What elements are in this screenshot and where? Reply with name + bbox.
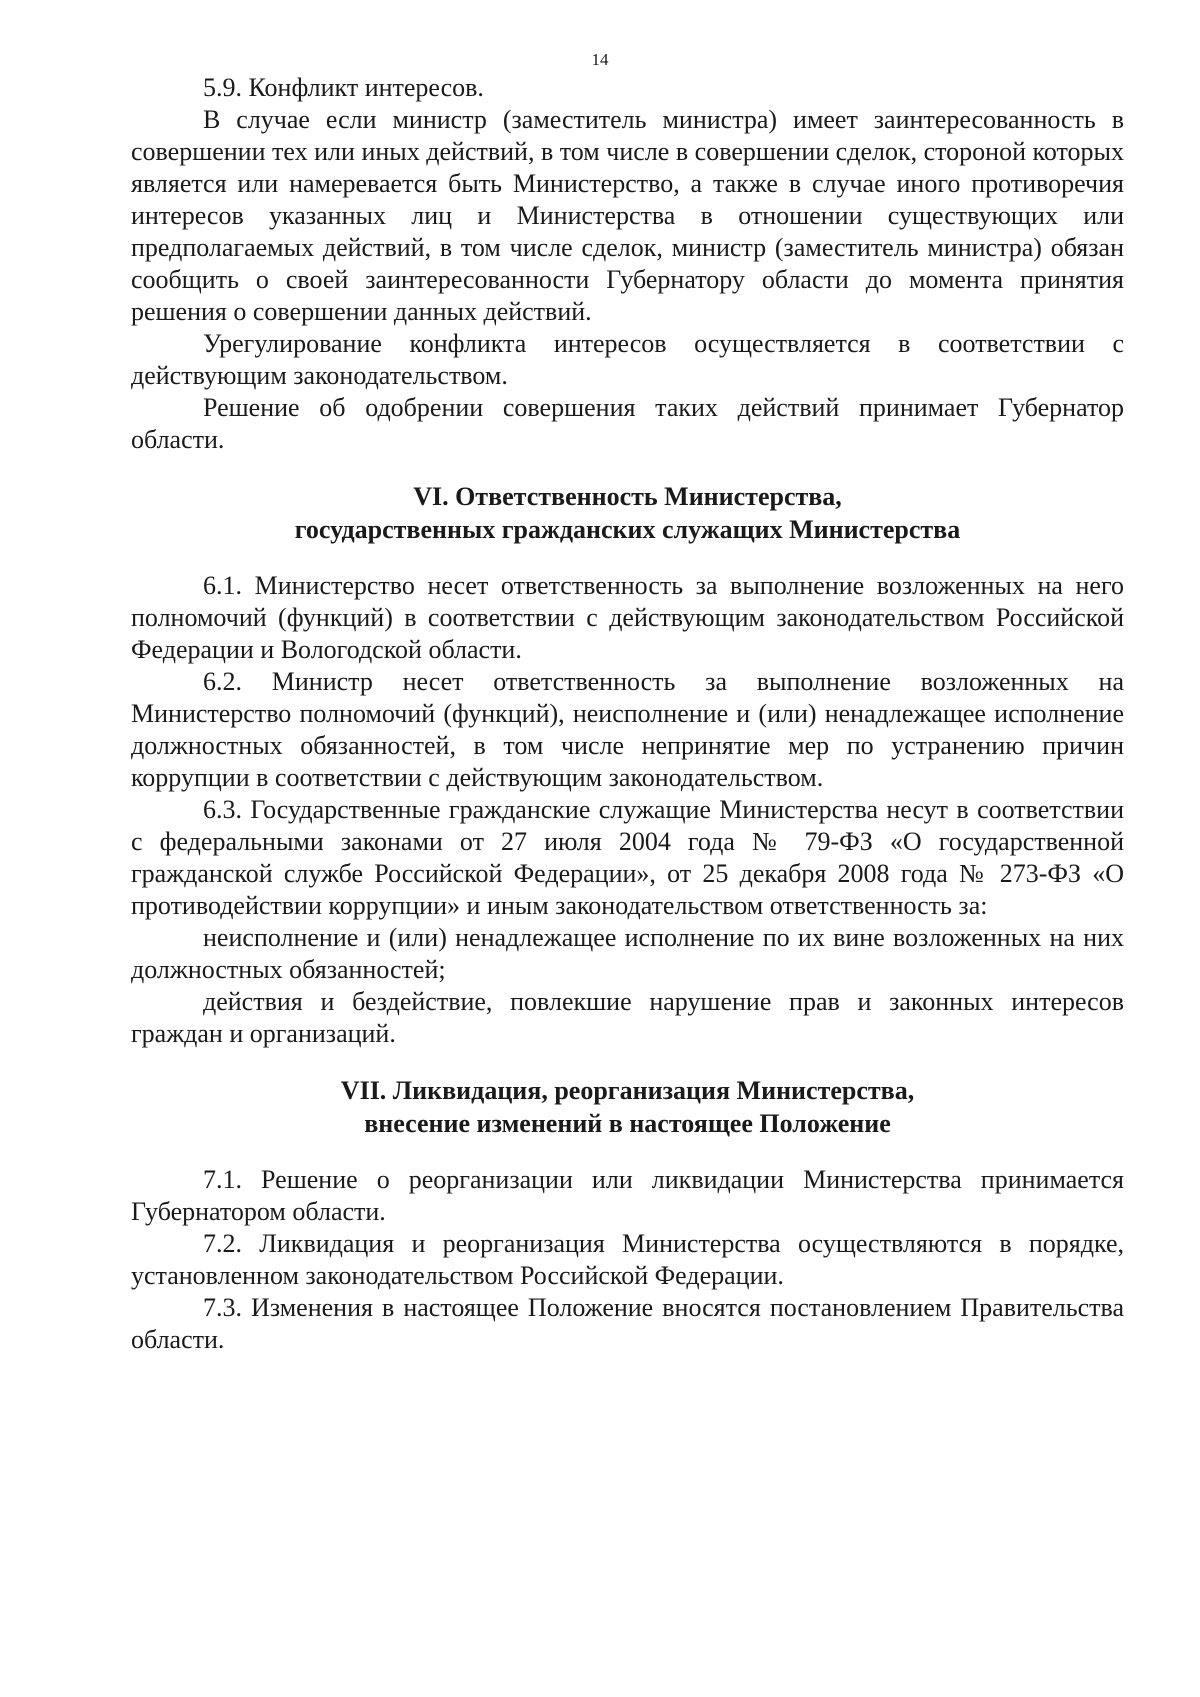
paragraph-5-9-title: 5.9. Конфликт интересов. bbox=[203, 73, 484, 102]
section-7-heading-line2: внесение изменений в настоящее Положение bbox=[364, 1109, 891, 1138]
section-7-heading bbox=[131, 1074, 1124, 1140]
paragraph-6-1: 6.1. Министерство несет ответственность за выполнение возложенных на него полномочий (функций) в соответствии с действующим законодательством Российской Федерации и Вологодской области. bbox=[131, 571, 1124, 664]
page-number: 14 bbox=[591, 50, 609, 69]
paragraph-5-9-text: В случае если министр (заместитель министра) имеет заинтересованность в совершении тех или иных действий, в том числе в совершении сделок, стороной которых является или намеревается быть Министерство, а также в случае иного противоречия интересов указанных лиц и Министерства в отношении существующих или предполагаемых действий, в том числе сделок, министр (заместитель министра) обязан сообщить о своей заинтересованности Губернатору области до момента принятия решения о совершении данных действий. bbox=[131, 105, 1124, 326]
paragraph-6-3-item-2: действия и бездействие, повлекшие нарушение прав и законных интересов граждан и организаций. bbox=[131, 987, 1124, 1048]
document-body bbox=[131, 72, 1124, 1356]
paragraph-6-3-item-1: неисполнение и (или) ненадлежащее исполнение по их вине возложенных на них должностных обязанностей; bbox=[131, 923, 1124, 984]
paragraph-6-2: 6.2. Министр несет ответственность за выполнение возложенных на Министерство полномочий (функций), неисполнение и (или) ненадлежащее исполнение должностных обязанностей, в том числе непринятие мер по устранению причин коррупции в соответствии с действующим законодательством. bbox=[131, 667, 1124, 792]
section-6-heading-line2: государственных гражданских служащих Министерства bbox=[294, 515, 961, 544]
paragraph-7-2: 7.2. Ликвидация и реорганизация Министерства осуществляются в порядке, установленном законодательством Российской Федерации. bbox=[131, 1229, 1124, 1290]
paragraph-6-3: 6.3. Государственные гражданские служащие Министерства несут в соответствии с федеральными законами от 27 июля 2004 года № 79-ФЗ «О государственной гражданской службе Российской Федерации», от 25 декабря 2008 года № 273-ФЗ «О противодействии коррупции» и иным законодательством ответственность за: bbox=[131, 795, 1124, 920]
section-6-heading-line1: VI. Ответственность Министерства, bbox=[413, 482, 842, 511]
paragraph-5-9-settlement: Урегулирование конфликта интересов осуществляется в соответствии с действующим законодательством. bbox=[131, 329, 1124, 390]
paragraph-7-1: 7.1. Решение о реорганизации или ликвидации Министерства принимается Губернатором области. bbox=[131, 1165, 1124, 1226]
paragraph-7-3: 7.3. Изменения в настоящее Положение вносятся постановлением Правительства области. bbox=[131, 1293, 1124, 1354]
section-6-heading bbox=[131, 480, 1124, 546]
paragraph-5-9-approval: Решение об одобрении совершения таких действий принимает Губернатор области. bbox=[131, 393, 1124, 454]
section-7-heading-line1: VII. Ликвидация, реорганизация Министерства, bbox=[340, 1076, 915, 1105]
